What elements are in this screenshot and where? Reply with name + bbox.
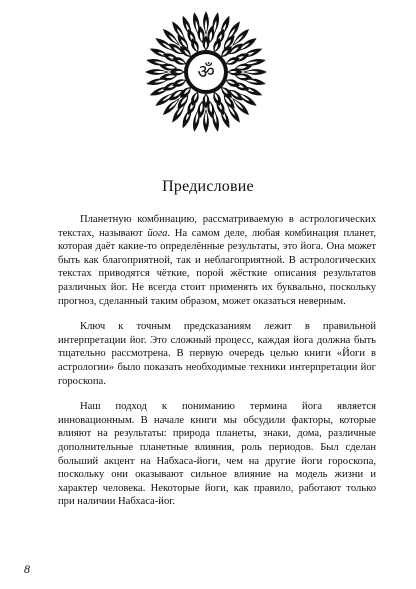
- mandala-petal: [244, 71, 260, 74]
- om-mandala-icon: [144, 10, 268, 134]
- mandala-petal: [228, 71, 238, 74]
- paragraph-2: Ключ к точным предсказаниям лежит в правильной интерпретации йог. Это сложный процесс, каждая йога должна быть тщательно рассмотрена. В первую очередь целью книги «Йоги в астрологии» было показать необходимые техники интерпретации йог гороскопа.: [58, 321, 376, 387]
- page-number: 8: [24, 562, 30, 576]
- mandala-petal: [152, 71, 168, 74]
- mandala-petal: [205, 110, 208, 126]
- mandala-petal: [205, 18, 208, 34]
- om-symbol: ॐ: [197, 61, 215, 83]
- paragraph-1: Планетную комбинацию, рассматриваемую в астрологических текстах, называют йога. На самом деле, любая комбинация планет, которая даёт какие-то определённые результаты, это йога. Она может быть как благоприятной, так и неблагоприятной. В астрологических текстах приводятся чёткие, порой жёсткие описания результатов различных йог. Не всегда стоит применять их буквально, поскольку прогноз, сделанный таким образом, может оказаться неверным.: [58, 214, 376, 307]
- body-text: [58, 213, 376, 509]
- paragraph-3: Наш подход к пониманию термина йога является инновационным. В начале книги мы обсудили факторы, которые влияют на результаты: природа планеты, знаки, дома, различные дополнительные планетные влияния, роль периодов. Был сделан больший акцент на Набхаса-йоги, чем на другие йоги гороскопа, поскольку они оказывают сильное влияние на модель жизни и характер человека. Некоторые йоги, как правило, работают только при наличии Набхаса-йог.: [58, 401, 376, 508]
- page-title: Предисловие: [162, 178, 254, 195]
- mandala-petal: [205, 94, 208, 104]
- term-yoga: йога: [147, 227, 168, 239]
- mandala-petal: [174, 71, 184, 74]
- mandala-petal: [205, 40, 208, 50]
